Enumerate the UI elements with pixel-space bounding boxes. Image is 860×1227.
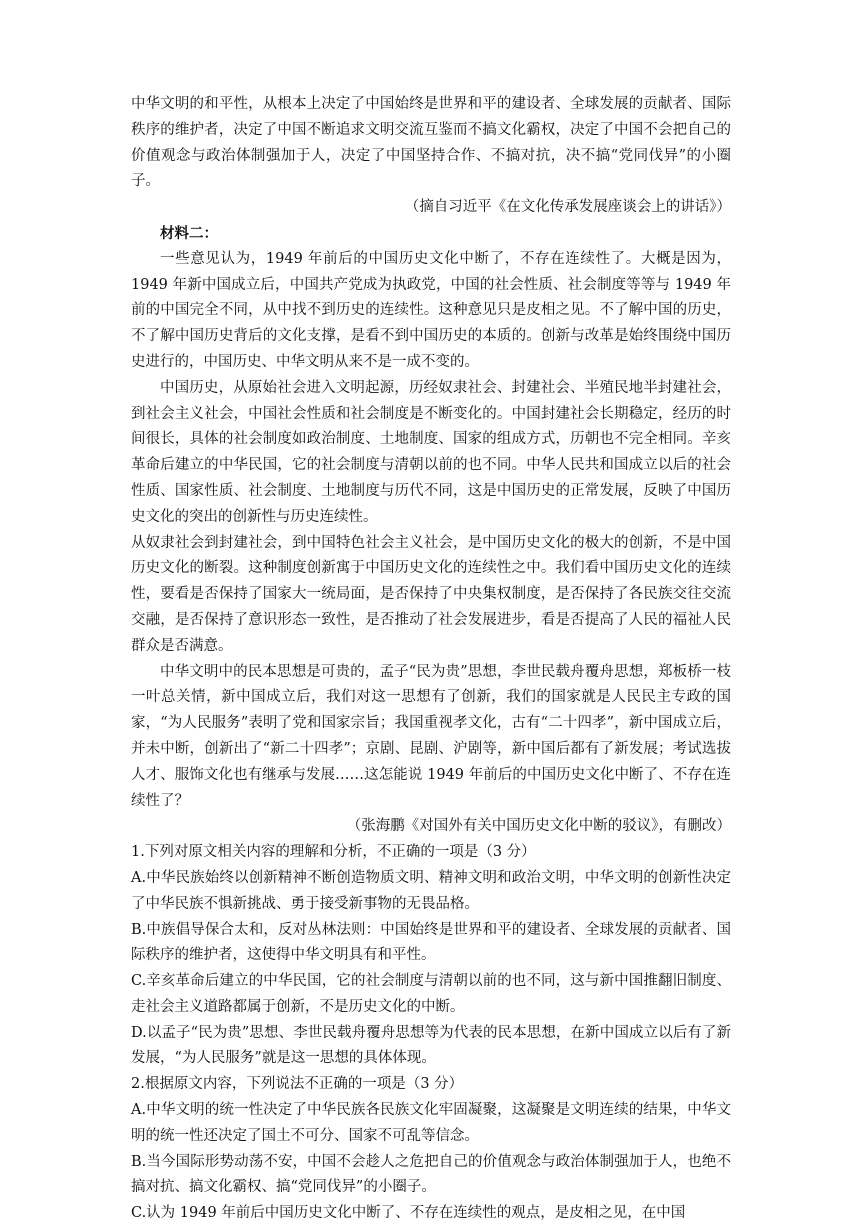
question-2-stem: 2.根据原文内容，下列说法不正确的一项是（3 分）	[131, 1076, 464, 1093]
question-1-option-c: C.辛亥革命后建立的中华民国，它的社会制度与清朝以前的也不同，这与新中国推翻旧制度、走社会主义道路都属于创新，不是历史文化的中断。	[131, 973, 731, 1015]
material2-paragraph-2: 中国历史，从原始社会进入文明起源，历经奴隶社会、封建社会、半殖民地半封建社会，到社会主义社会，中国社会性质和社会制度是不断变化的。中国封建社会长期稳定，经历的时间很长，具体的社会制度如政治制度、土地制度、国家的组成方式，历朝也不完全相同。辛亥革命后建立的中华民国，它的社会制度与清朝以前的也不同。中华人民共和国成立以后的社会性质、国家性质、社会制度、土地制度与历代不同，这是中国历史的正常发展，反映了中国历史文化的突出的创新性与历史连续性。	[131, 379, 731, 525]
question-2-option-b: B.当今国际形势动荡不安，中国不会趁人之危把自己的价值观念与政治体制强加于人，也绝不搞对抗、搞文化霸权、搞“党同伐异”的小圈子。	[131, 1153, 731, 1196]
material2-paragraph-4: 中华文明中的民本思想是可贵的，孟子“民为贵”思想，李世民载舟覆舟思想，郑板桥一枝一叶总关情，新中国成立后，我们对这一思想有了创新，我们的国家就是人民民主专政的国家，“为人民服务”表明了党和国家宗旨；我国重视孝文化，古有“二十四孝”，新中国成立后，并未中断，创新出了“新二十四孝”；京剧、昆剧、沪剧等，新中国后都有了新发展；考试选拔人才、服饰文化也有继承与发展……这怎能说 1949 年前后的中国历史文化中断了、不存在连续性了？	[131, 663, 731, 809]
material2-paragraph-1: 一些意见认为，1949 年前后的中国历史文化中断了，不存在连续性了。大概是因为，1949 年新中国成立后，中国共产党成为执政党，中国的社会性质、社会制度等等与 1949 年前的中国完全不同，从中找不到历史的连续性。这种意见只是皮相之见。不了解中国的历史，不了解中国历史背后的文化支撑，是看不到中国历史的本质的。创新与改革是始终围绕中国历史进行的，中国历史、中华文明从来不是一成不变的。	[131, 250, 731, 370]
material2-heading: 材料二：	[160, 224, 218, 242]
document-page	[131, 92, 731, 1227]
question-1-stem: 1.下列对原文相关内容的理解和分析，不正确的一项是（3 分）	[131, 844, 536, 861]
material2-paragraph-3: 从奴隶社会到封建社会，到中国特色社会主义社会，是中国历史文化的极大的创新，不是中国历史文化的断裂。这种制度创新寓于中国历史文化的连续性之中。我们看中国历史文化的连续性，要看是否保持了国家大一统局面，是否保持了中央集权制度，是否保持了各民族交往交流交融，是否保持了意识形态一致性，是否推动了社会发展进步，看是否提高了人民的福祉人民群众是否满意。	[131, 534, 731, 654]
material1-paragraph-tail: 中华文明的和平性，从根本上决定了中国始终是世界和平的建设者、全球发展的贡献者、国际秩序的维护者，决定了中国不断追求文明交流互鉴而不搞文化霸权，决定了中国不会把自己的价值观念与政治体制强加于人，决定了中国坚持合作、不搞对抗，决不搞“党同伐异”的小圈子。	[131, 96, 731, 190]
question-2-option-c: C.认为 1949 年前后中国历史文化中断了、不存在连续性的观点，是皮相之见，在中国	[131, 1205, 686, 1222]
question-1-option-b: B.中族倡导保合太和，反对丛林法则：中国始终是世界和平的建设者、全球发展的贡献者、国际秩序的维护者，这使得中华文明具有和平性。	[131, 921, 731, 964]
question-1-option-d: D.以孟子“民为贵”思想、李世民载舟覆舟思想等为代表的民本思想，在新中国成立以后有了新发展，“为人民服务”就是这一思想的具体体现。	[131, 1024, 731, 1067]
question-1-option-a: A.中华民族始终以创新精神不断创造物质文明、精神文明和政治文明，中华文明的创新性决定了中华民族不惧新挑战、勇于接受新事物的无畏品格。	[131, 869, 731, 912]
material2-source: （张海鹏《对国外有关中国历史文化中断的驳议》，有删改）	[346, 818, 731, 835]
material1-source: （摘自习近平《在文化传承发展座谈会上的讲话》）	[404, 199, 731, 216]
question-2-option-a: A.中华文明的统一性决定了中华民族各民族文化牢固凝聚，这凝聚是文明连续的结果，中华文明的统一性还决定了国土不可分、国家不可乱等信念。	[131, 1102, 731, 1144]
